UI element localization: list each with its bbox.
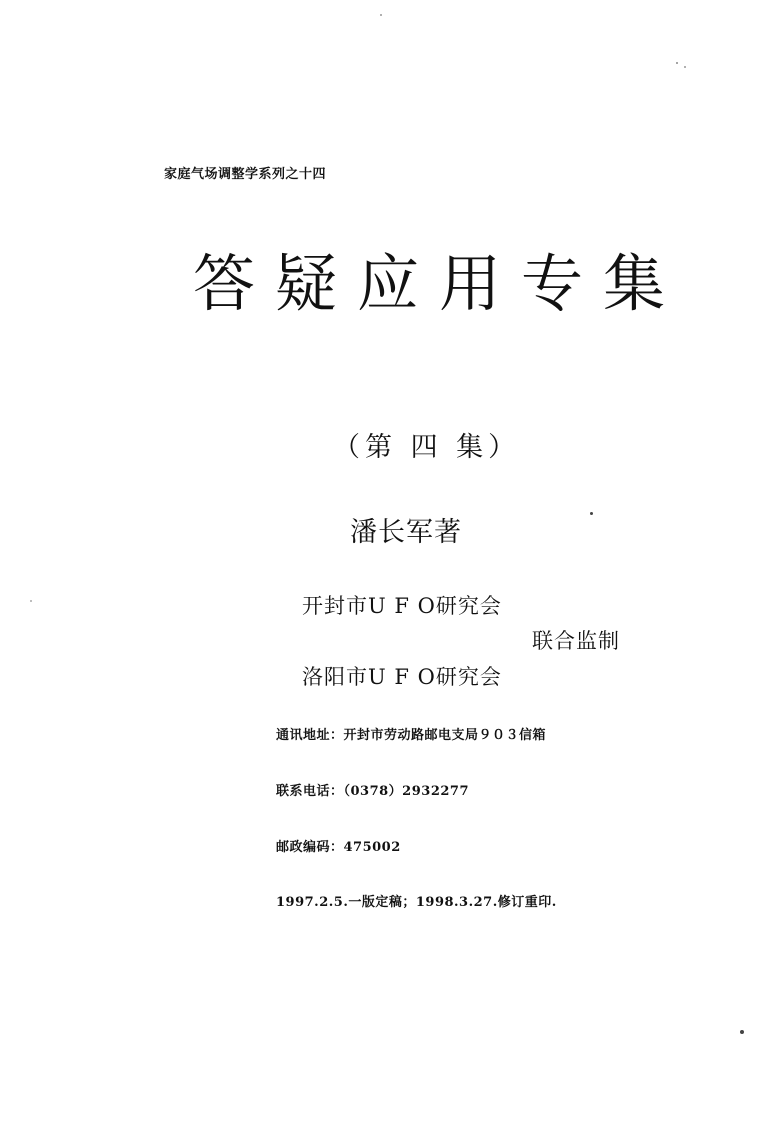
page-title: 答疑应用专集: [193, 247, 686, 320]
joint-supervision-label: 联合监制: [532, 629, 620, 653]
scan-speck: [30, 600, 32, 602]
phone-number: 联系电话：（0378）2932277: [276, 784, 469, 799]
scan-speck: [590, 512, 593, 515]
mailing-address: 通讯地址：开封市劳动路邮电支局９０３信箱: [276, 728, 547, 743]
postal-code: 邮政编码：475002: [276, 840, 401, 855]
scan-speck: [740, 1030, 744, 1034]
scan-speck: [676, 62, 678, 64]
scan-speck: [684, 66, 686, 68]
author: 潘长军著: [350, 517, 462, 548]
volume-label: （第 四 集）: [333, 432, 521, 463]
organization-luoyang: 洛阳市U F O研究会: [302, 665, 502, 689]
organization-kaifeng: 开封市U F O研究会: [302, 594, 502, 618]
scan-speck: [380, 14, 382, 16]
series-line: 家庭气场调整学系列之十四: [164, 167, 327, 182]
edition-dates: 1997.2.5.一版定稿；1998.3.27.修订重印.: [276, 895, 557, 910]
